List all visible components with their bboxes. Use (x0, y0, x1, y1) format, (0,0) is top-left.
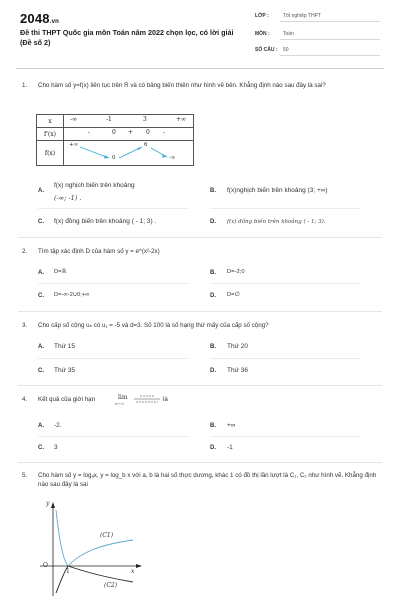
question-text-end: là (163, 396, 168, 403)
x-value: -1 (106, 116, 112, 123)
option-letter[interactable]: B. (210, 188, 216, 194)
meta-divider (280, 55, 380, 56)
site-logo[interactable] (20, 11, 59, 26)
sign: - (163, 129, 166, 136)
option-divider (38, 358, 188, 359)
option-letter[interactable]: A. (38, 270, 44, 276)
x-value: +∞ (176, 116, 187, 123)
question-number: 1. (22, 82, 28, 89)
table-x-label: x (37, 115, 64, 128)
question-number: 3. (22, 322, 28, 329)
curve-c2-label: (C2) (104, 582, 118, 589)
question-number: 2. (22, 248, 28, 255)
option-letter[interactable]: C. (38, 293, 44, 299)
option-divider (210, 283, 360, 284)
f-value: +∞ (69, 142, 79, 148)
meta-value-count: 50 (283, 47, 289, 53)
option-text[interactable]: f(x) nghịch biến trên khoảng (54, 182, 135, 189)
question-number: 5. (22, 472, 28, 479)
option-text[interactable]: D=-2;0 (227, 269, 245, 275)
sign: - (88, 129, 91, 136)
tick-one-label: 1 (66, 568, 70, 575)
sign: + (128, 129, 134, 136)
option-letter[interactable]: A. (38, 423, 44, 429)
log-graph (38, 498, 148, 598)
option-text[interactable]: f(x) đồng biến trên khoảng ( - 1; 3) . (54, 218, 157, 225)
option-text[interactable]: +∞ (227, 422, 236, 429)
option-text[interactable]: f(x)nghịch biến trên khoảng (3; +∞) (227, 187, 328, 194)
f-value: -∞ (169, 155, 176, 161)
question-text: Cho cấp số cộng uₙ có u₁ = -5 và d=3. Số 100 là số hạng thứ mấy của cấp số cộng? (38, 322, 269, 329)
option-letter[interactable]: C. (38, 445, 44, 451)
option-text[interactable]: D=∅ (227, 292, 240, 298)
option-letter[interactable]: C. (38, 219, 44, 225)
option-text[interactable]: D=-∞-2∪0;+∞ (54, 292, 90, 298)
option-letter[interactable]: B. (210, 270, 216, 276)
option-divider (38, 436, 188, 437)
origin-label: O (43, 562, 48, 569)
meta-label-count: SỐ CÂU : (255, 47, 278, 53)
question-text: Kết quả của giới hạn (38, 396, 96, 403)
y-axis-label: y (46, 500, 50, 507)
sign: 0 (146, 129, 150, 136)
option-divider (38, 283, 188, 284)
graph-drawing (38, 498, 148, 598)
x-value: -∞ (70, 116, 78, 123)
meta-value-class: Tốt nghiệp THPT (283, 13, 321, 19)
option-text[interactable]: D=ℝ (54, 269, 67, 275)
question-divider (18, 311, 382, 312)
variation-arrows (66, 141, 191, 165)
sign: 0 (112, 129, 116, 136)
option-divider (210, 208, 360, 209)
option-letter[interactable]: D. (210, 368, 216, 374)
x-value: 3 (143, 116, 147, 123)
option-letter[interactable]: B. (210, 344, 216, 350)
table-f-label: f(x) (37, 141, 64, 166)
option-letter[interactable]: D. (210, 445, 216, 451)
limit-subscript: x→-∞ (115, 402, 125, 406)
limit-fraction (132, 393, 162, 405)
option-text[interactable]: Thứ 36 (227, 367, 248, 374)
f-value: 0 (112, 155, 116, 161)
meta-divider (280, 39, 380, 40)
logo-main: 2048 (20, 11, 50, 26)
curve-c1-label: (C1) (100, 532, 114, 539)
meta-label-subject: MÔN : (255, 31, 270, 37)
table-fp-label: f'(x) (37, 128, 64, 141)
meta-label-class: LỚP : (255, 13, 269, 19)
option-letter[interactable]: A. (38, 188, 44, 194)
option-divider (38, 208, 188, 209)
meta-divider (280, 21, 380, 22)
option-divider (210, 358, 360, 359)
question-text: Cho hàm số y=f(x) liên tục trên R và có bảng biến thiên như hình vẽ bên. Khẳng định nào sau đây là sai? (38, 82, 326, 89)
option-text[interactable]: f(x) đồng biến trên khoảng ( - 1; 3). (227, 219, 326, 225)
option-text[interactable]: 3 (54, 444, 58, 451)
limit-expression (115, 391, 162, 407)
option-letter[interactable]: D. (210, 293, 216, 299)
option-divider (210, 436, 360, 437)
question-divider (18, 462, 382, 463)
question-divider (18, 385, 382, 386)
f-value: 6 (144, 142, 148, 148)
question-number: 4. (22, 396, 28, 403)
meta-value-subject: Toán (283, 31, 294, 37)
option-text[interactable]: -2. (54, 422, 62, 429)
logo-suffix: .vn (49, 19, 60, 25)
x-axis-label: x (131, 568, 135, 575)
option-text[interactable]: -1 (227, 444, 233, 451)
question-divider (18, 237, 382, 238)
question-text: Tìm tập xác định D của hàm số y = e^(x²-2x) (38, 248, 160, 255)
option-letter[interactable]: C. (38, 368, 44, 374)
header-divider (16, 68, 384, 69)
option-text[interactable]: Thứ 35 (54, 367, 75, 374)
exam-title: Đề thi THPT Quốc gia môn Toán năm 2022 chọn lọc, có lời giải (Đề số 2) (20, 28, 234, 47)
option-text[interactable]: (-∞; -1) . (54, 194, 82, 202)
option-letter[interactable]: A. (38, 344, 44, 350)
option-letter[interactable]: D. (210, 219, 216, 225)
option-text[interactable]: Thứ 20 (227, 343, 248, 350)
variation-table (36, 114, 194, 166)
option-text[interactable]: Thứ 15 (54, 343, 75, 350)
question-text: Cho hàm số y = logₐx, y = log_b x với a, b là hai số thực dương, khác 1 có đồ thị lần lượt là C₁, C₂ như hình vẽ. Khẳng định nào sau đây là sai (38, 472, 377, 488)
option-letter[interactable]: B. (210, 423, 216, 429)
limit-operator: lim (118, 394, 128, 401)
